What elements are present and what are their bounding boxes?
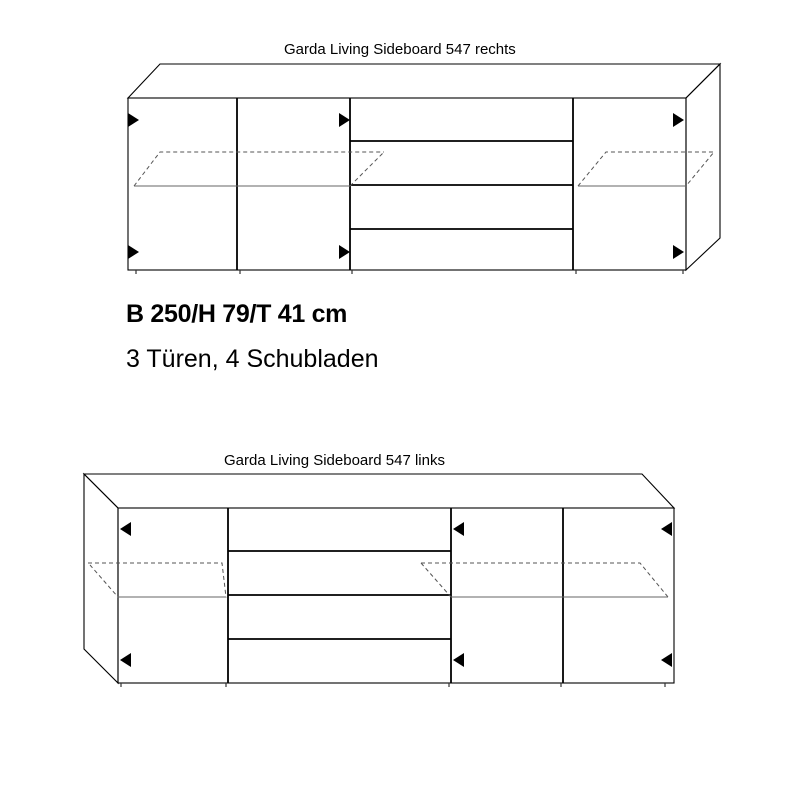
description-label: 3 Türen, 4 Schubladen xyxy=(126,345,379,373)
bottom-drawing-caption: Garda Living Sideboard 547 links xyxy=(224,452,445,469)
top-drawing-caption: Garda Living Sideboard 547 rechts xyxy=(284,41,516,58)
dimensions-label: B 250/H 79/T 41 cm xyxy=(126,300,348,328)
